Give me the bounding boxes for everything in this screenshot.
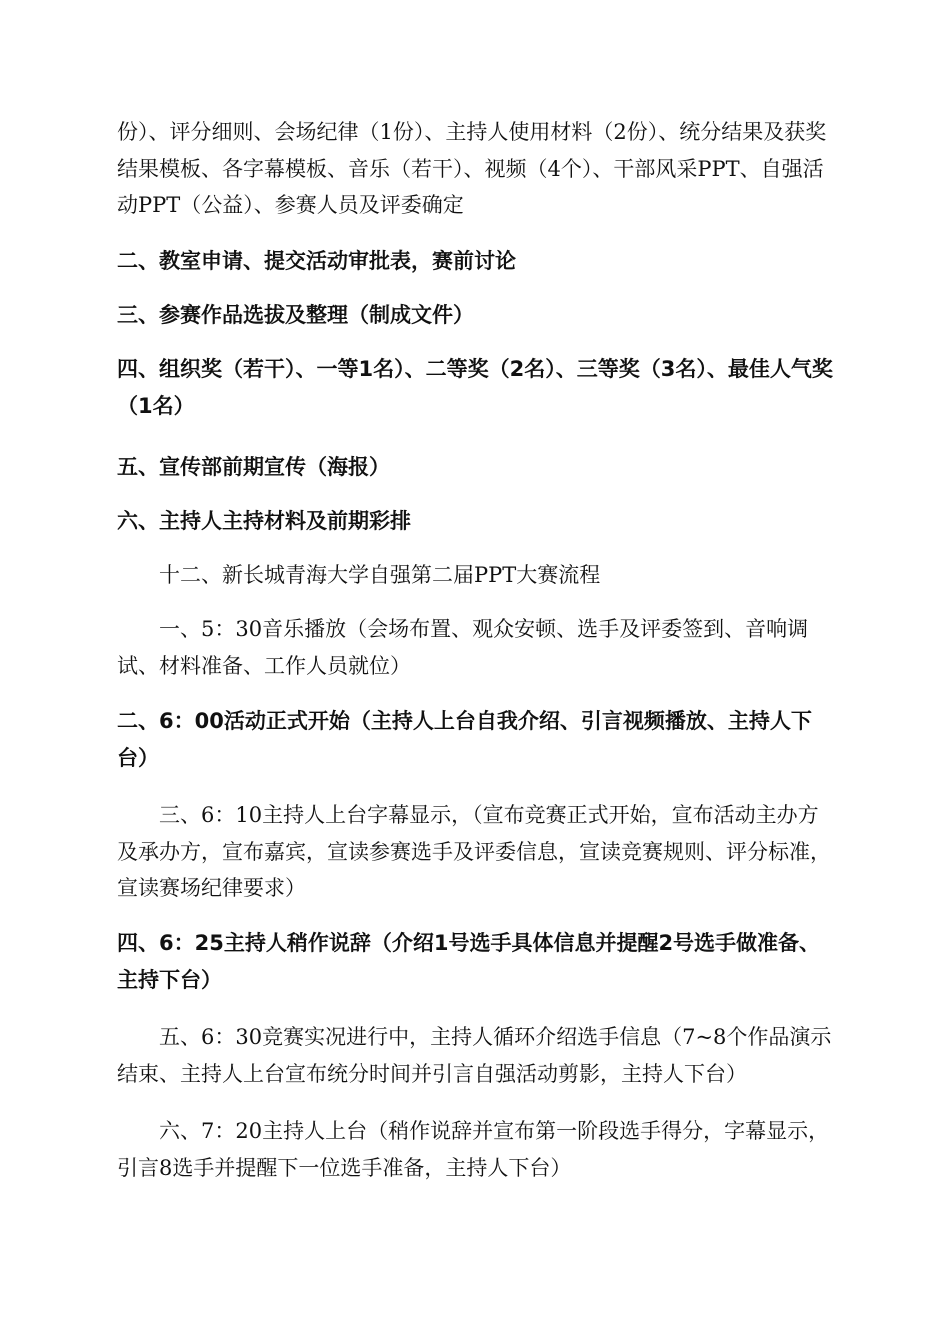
paragraph-awards: 四、组织奖（若干）、一等1名）、二等奖（2名）、三等奖（3名）、最佳人气奖（1名） — [117, 357, 833, 418]
paragraph-flow-step-1: 一、5：30音乐播放（会场布置、观众安顿、选手及评委签到、音响调试、材料准备、工作人员就位） — [117, 617, 809, 678]
paragraph-flow-step-6: 六、7：20主持人上台（稍作说辞并宣布第一阶段选手得分，字幕显示，引言8选手并提醒下一位选手准备，主持人下台） — [117, 1119, 830, 1180]
section-title-contest-flow: 十二、新长城青海大学自强第二届PPT大赛流程 — [159, 563, 601, 587]
paragraph-flow-step-2: 二、6：00活动正式开始（主持人上台自我介绍、引言视频播放、主持人下台） — [117, 709, 812, 770]
paragraph-materials-list: 份）、评分细则、会场纪律（1份）、主持人使用材料（2份）、统分结果及获奖结果模板、各字幕模板、音乐（若干）、视频（4个）、干部风采PPT、自强活动PPT（公益）、参赛人员及评委确定 — [117, 120, 827, 217]
paragraph-flow-step-5: 五、6：30竞赛实况进行中，主持人循环介绍选手信息（7~8个作品演示结束、主持人上台宣布统分时间并引言自强活动剪影，主持人下台） — [117, 1025, 832, 1086]
paragraph-publicity: 五、宣传部前期宣传（海报） — [117, 455, 390, 479]
paragraph-flow-step-4: 四、6：25主持人稍作说辞（介绍1号选手具体信息并提醒2号选手做准备、主持下台） — [117, 931, 821, 992]
paragraph-host-rehearsal: 六、主持人主持材料及前期彩排 — [117, 509, 411, 533]
paragraph-entry-selection: 三、参赛作品选拔及整理（制成文件） — [117, 303, 474, 327]
paragraph-classroom-application: 二、教室申请、提交活动审批表，赛前讨论 — [117, 249, 516, 273]
paragraph-flow-step-3: 三、6：10主持人上台字幕显示，（宣布竞赛正式开始，宣布活动主办方及承办方，宣布嘉宾，宣读参赛选手及评委信息，宣读竞赛规则、评分标准，宣读赛场纪律要求） — [117, 803, 831, 900]
